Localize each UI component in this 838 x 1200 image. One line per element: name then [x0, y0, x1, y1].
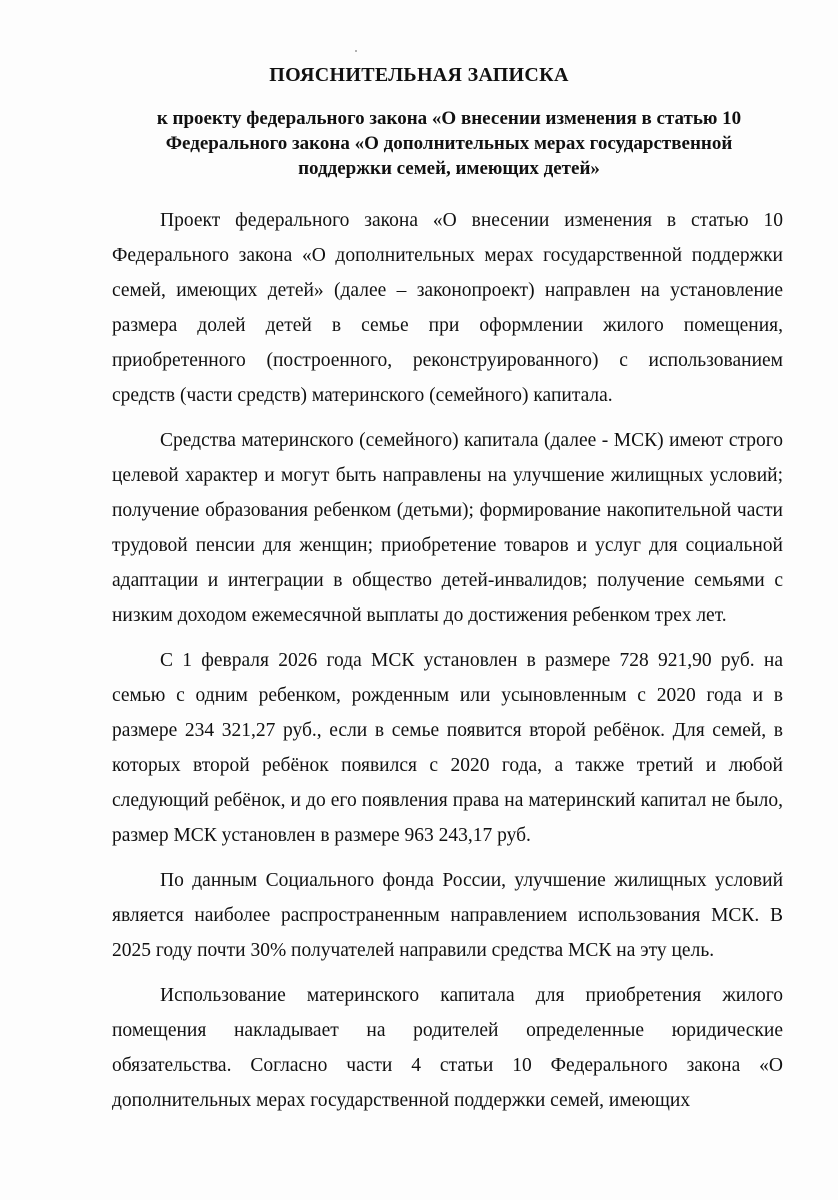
document-body — [112, 203, 783, 1118]
paragraph-5: Использование материнского капитала для приобретения жилого помещения накладывает на родителей определенные юридические обязательства. Согласно части 4 статьи 10 Федерального закона «О дополнительных мерах государственной поддержки семей, имеющих — [112, 985, 783, 1111]
paragraph-2: Средства материнского (семейного) капитала (далее - МСК) имеют строго целевой характер и могут быть направлены на улучшение жилищных условий; получение образования ребенком (детьми); формирование накопительной части трудовой пенсии для женщин; приобретение товаров и услуг для социальной адаптации и интеграции в общество детей-инвалидов; получение семьями с низким доходом ежемесячной выплаты до достижения ребенком трех лет. — [112, 430, 783, 626]
paragraph-1: Проект федерального закона «О внесении изменения в статью 10 Федерального закона «О дополнительных мерах государственной поддержки семей, имеющих детей» (далее – законопроект) направлен на установление размера долей детей в семье при оформлении жилого помещения, приобретенного (построенного, реконструированного) с использованием средств (части средств) материнского (семейного) капитала. — [112, 210, 783, 406]
scan-speck — [355, 50, 357, 52]
paragraph-4: По данным Социального фонда России, улучшение жилищных условий является наиболее распространенным направлением использования МСК. В 2025 году почти 30% получателей направили средства МСК на эту цель. — [112, 870, 783, 961]
paragraph-3: С 1 февраля 2026 года МСК установлен в размере 728 921,90 руб. на семью с одним ребенком, рожденным или усыновленным с 2020 года и в размере 234 321,27 руб., если в семье появится второй ребёнок. Для семей, в которых второй ребёнок появился с 2020 года, а также третий и любой следующий ребёнок, и до его появления права на материнский капитал не было, размер МСК установлен в размере 963 243,17 руб. — [112, 650, 783, 846]
document-title: ПОЯСНИТЕЛЬНАЯ ЗАПИСКА — [269, 64, 569, 86]
document-subtitle: к проекту федерального закона «О внесении изменения в статью 10 Федерального закона «О дополнительных мерах государственной поддержки семей, имеющих детей» — [156, 108, 742, 179]
